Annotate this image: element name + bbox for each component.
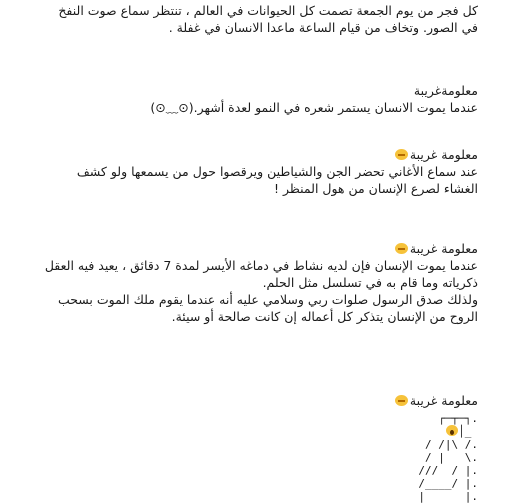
grimace-emoji-icon <box>395 395 408 406</box>
ascii-row: /// / |. <box>418 464 478 477</box>
ascii-row-text: │_ <box>458 425 478 438</box>
ascii-art <box>358 412 478 502</box>
fact-heading-text: معلومة غريبة <box>409 241 478 256</box>
fact-heading <box>16 146 478 163</box>
fact-heading: معلومةغريبة <box>413 83 478 98</box>
ascii-row: ┌─┬─┐. <box>438 412 478 425</box>
fact-block-songs <box>16 146 478 197</box>
ascii-row <box>446 425 478 438</box>
grimace-emoji-icon <box>395 243 408 254</box>
fact-line: الروح من الإنسان يتذكر كل أعماله إن كانت صالحة أو سيئة. <box>171 309 478 324</box>
fact-line: الغشاء لصرع الإنسان من هول المنظر ! <box>274 181 478 196</box>
fact-block-intro <box>16 2 478 36</box>
fact-block-ascii <box>16 392 478 409</box>
fact-heading-text: معلومة غريبة <box>409 393 478 408</box>
fact-heading <box>16 392 478 409</box>
fact-line: ولذلك صدق الرسول صلوات ربي وسلامي عليه أنه عندما يقوم ملك الموت بسحب <box>57 292 478 307</box>
fact-heading-text: معلومة غريبة <box>409 147 478 162</box>
ascii-row: | |. <box>418 490 478 503</box>
fact-block-hair <box>16 82 478 116</box>
ascii-row: / | \. <box>425 451 478 464</box>
fact-block-brain <box>16 240 478 325</box>
ascii-row: /____/ |. <box>418 477 478 490</box>
fact-line: في الصور. وتخاف من قيام الساعة ماعدا الانسان في غفلة . <box>168 20 478 35</box>
fact-line: عند سماع الأغاني تحضر الجن والشياطين ويرقصوا حول من يسمعها ولو كشف <box>76 164 478 179</box>
fact-line: عندما يموت الانسان يستمر شعره في النمو لعدة أشهر.(⊙﹏⊙) <box>150 100 478 115</box>
grimace-emoji-icon <box>395 149 408 160</box>
ascii-row: / /|\ /. <box>425 438 478 451</box>
fact-line: ذكرياته وما قام به في تسلسل مثل الحلم. <box>262 275 478 290</box>
fact-line: كل فجر من يوم الجمعة تصمت كل الحيوانات في العالم ، تنتظر سماع صوت النفخ <box>58 3 478 18</box>
fact-heading <box>16 240 478 257</box>
fact-line: عندما يموت الإنسان فإن لديه نشاط في دماغه الأيسر لمدة 7 دقائق ، يعيد فيه العقل <box>44 258 478 273</box>
screaming-emoji-icon <box>446 425 458 436</box>
